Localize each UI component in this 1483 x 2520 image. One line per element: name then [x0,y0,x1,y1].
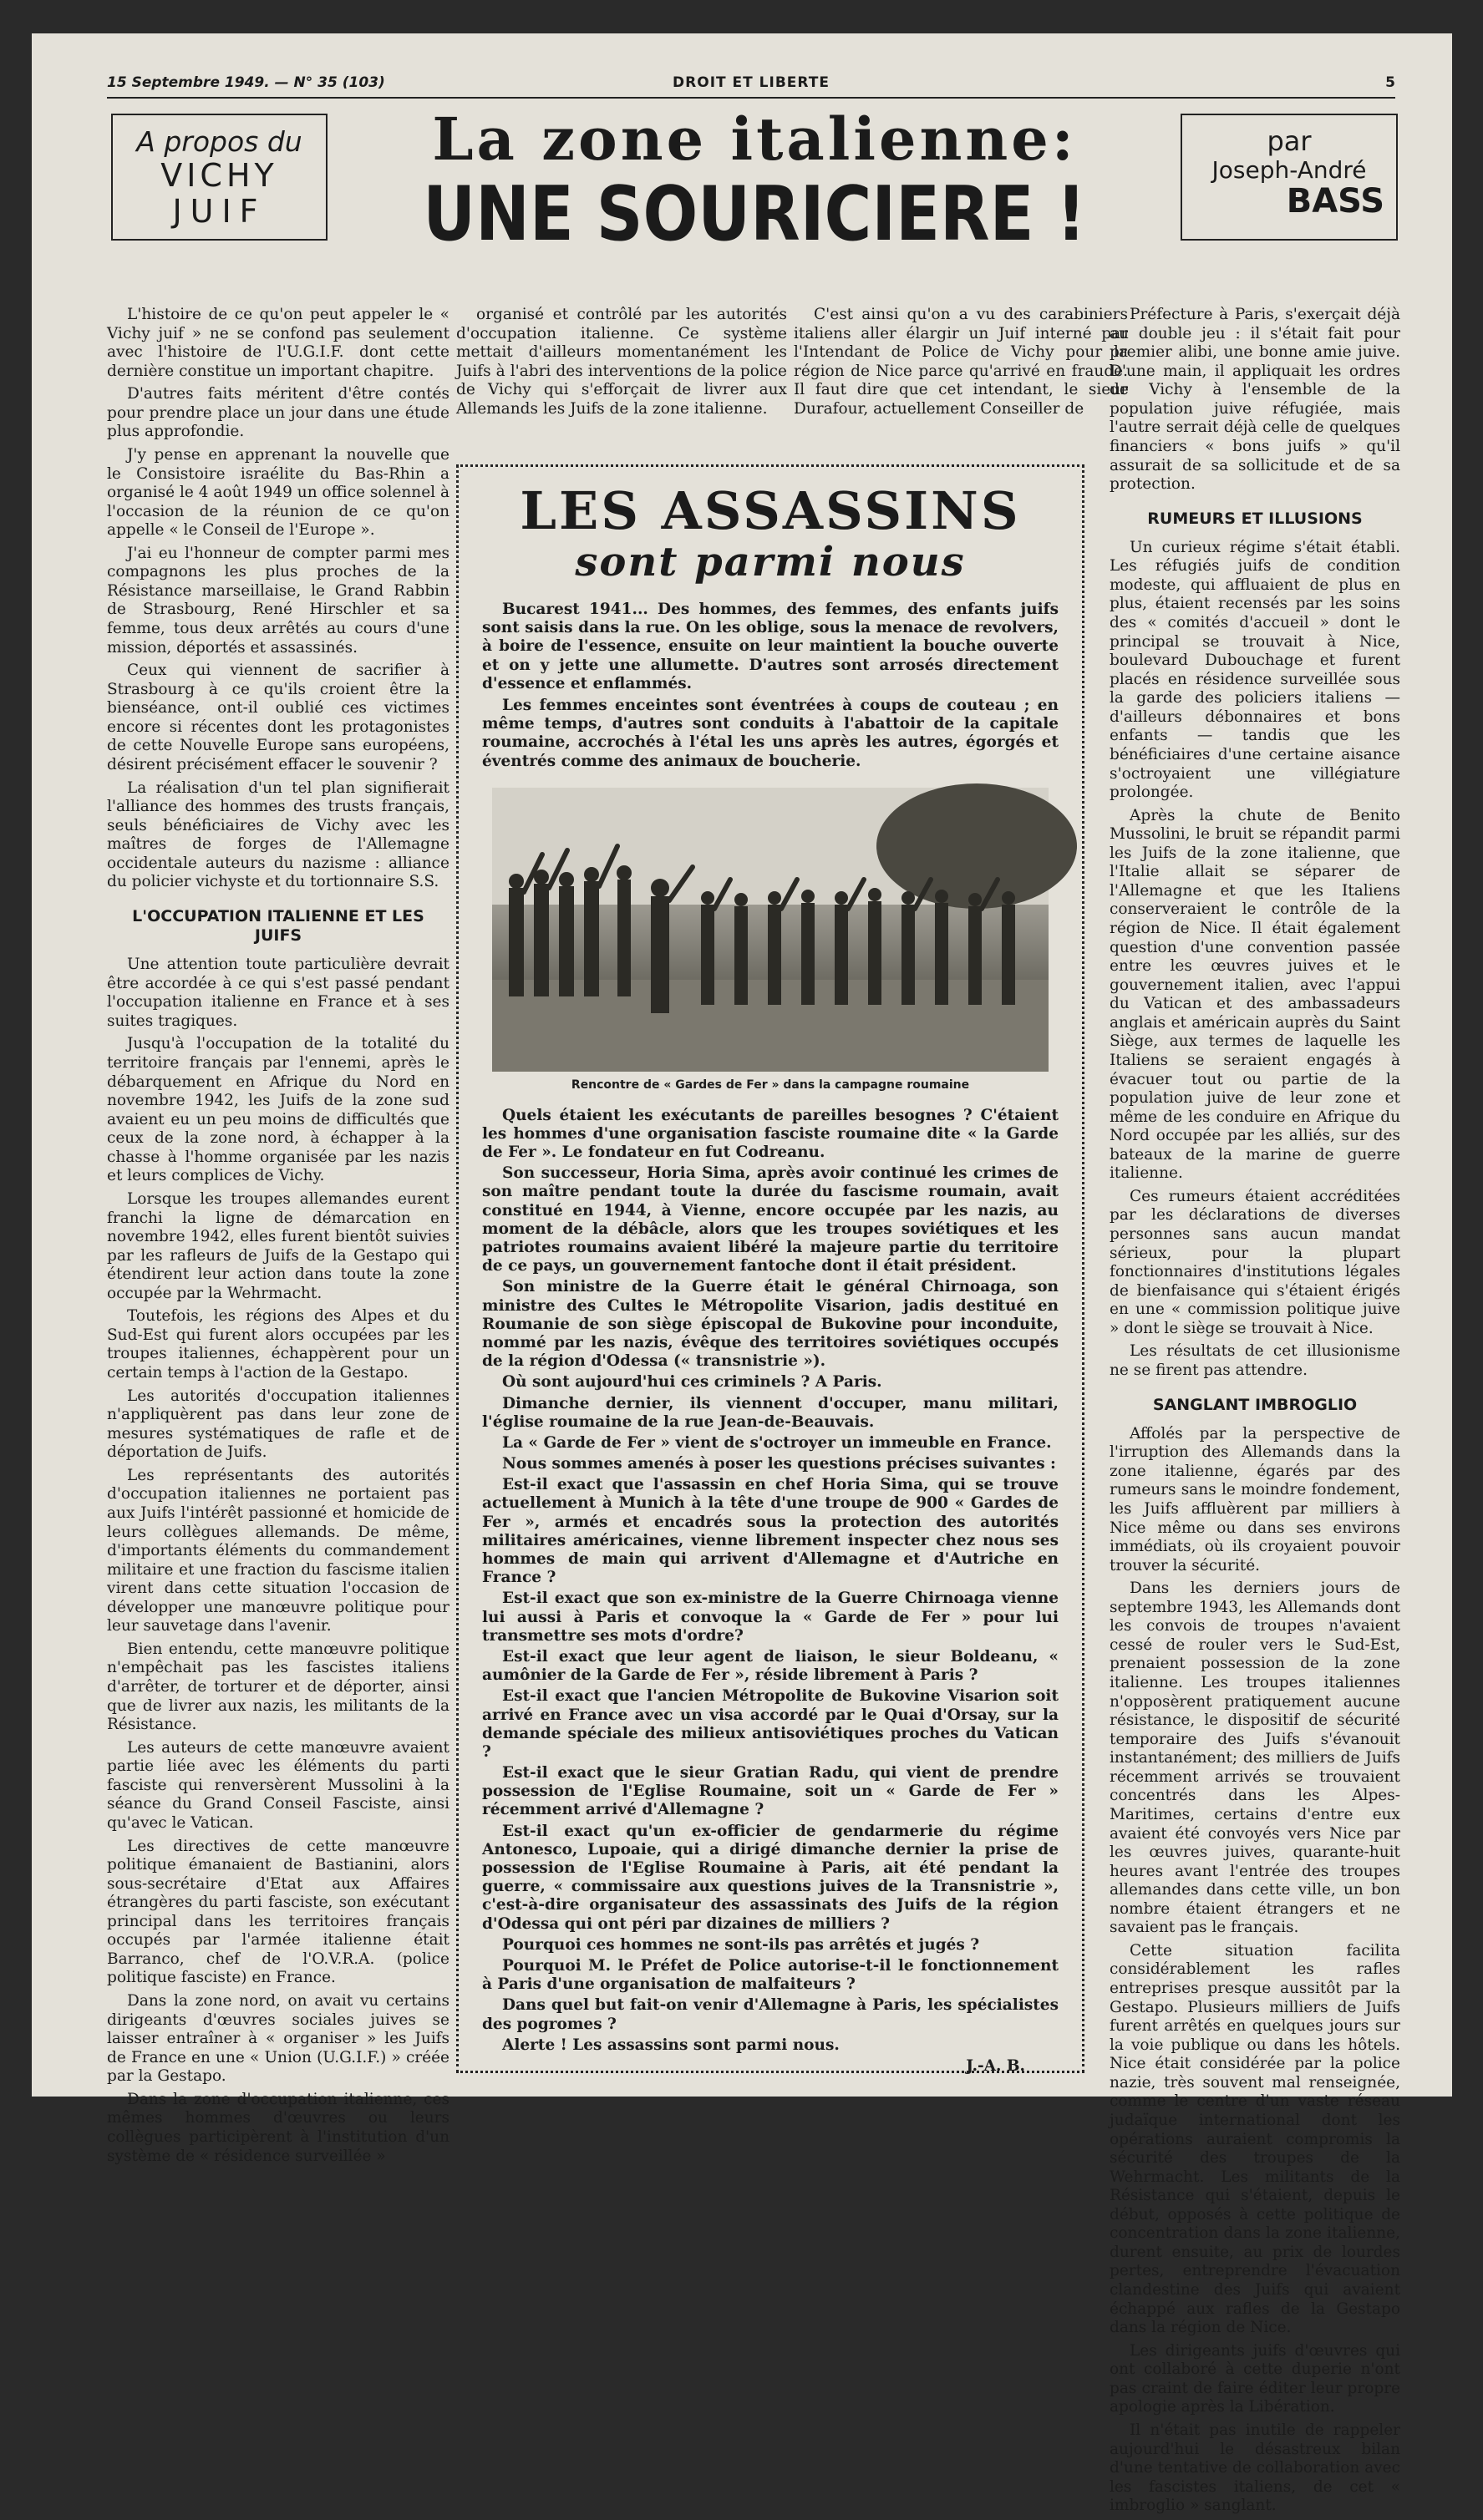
headline-main: UNE SOURICIERE ! [423,170,1086,258]
signature: J.-A. B. [966,2056,1025,2075]
photo-iron-guard [492,788,1049,1072]
paragraph: Est-il exact qu'un ex-officier de gendarmerie du régime Antonesco, Lupoaie, qui a dirigé dimanche dernier la prise de possession de l'Eglise Roumaine à Paris, ait été pendant la guerre, « commissaire aux questions juives de la Transnistrie », c'est-à-dire organisateur des assassinats des Juifs de la région d'Odessa qui ont péri par dizaines de milliers ? [482,1822,1059,1933]
subheading: RUMEURS ET ILLUSIONS [1147,509,1363,528]
issue-date: 15 Septembre 1949. — N° 35 (103) [107,74,385,91]
paragraph: La « Garde de Fer » vient de s'octroyer un immeuble en France. [502,1433,1052,1452]
paragraph: Un curieux régime s'était établi. Les réfugiés juifs de condition modeste, qui affluaient de plus en plus, étaient recensés par les soins des « comités d'accueil » dont le principal se trouvait à Nice, boulevard Dubouchage et furent placés en résidence surveillée sous la garde des policiers italiens — d'ailleurs débonnaires et bons enfants — tandis que les bénéficiaires d'une certaine aisance s'octroyaient une villégiature prolongée. [1110,538,1400,802]
paragraph: Les autorités d'occupation italiennes n'appliquèrent pas dans leur zone de mesures systématiques de rafle et de déportation de Juifs. [107,1387,449,1462]
paragraph: Les auteurs de cette manœuvre avaient partie liée avec les éléments du parti fasciste qui renversèrent Mussolini à la séance du Grand Conseil Fasciste, ainsi qu'avec le Vatican. [107,1738,449,1832]
paragraph: Cette situation facilita considérablement les rafles entreprises presque aussitôt par la Gestapo. Plusieurs milliers de Juifs furent arrêtés en quelques jours sur la voie publique ou dans les hôtels. Nice était considérée par la police nazie, très souvent mal renseignée, comme le centre d'un vaste réseau judaïque international dont les opérations auraient compromis la sécurité des troupes de la Wehrmacht. Les militants de la Résistance qui s'étaient, depuis le début, opposés à cette politique de concentration dans la zone italienne, durent ensuite, au prix de lourdes pertes, entreprendre l'évacuation clandestine des Juifs qui avaient échappé aux rafles de la Gestapo dans la région de Nice. [1110,1941,1400,2337]
paragraph: Ceux qui viennent de sacrifier à Strasbourg à ce qu'ils croient être la bienséance, ont-il oublié ces victimes encore si récentes dont les protagonistes de cette Nouvelle Europe sans européens, désirent précisément effacer le souvenir ? [107,662,449,773]
newspaper-page [32,33,1452,2515]
paragraph: Dans la zone nord, on avait vu certains dirigeants d'œuvres sociales juives se laisser entraîner à « organiser » les Juifs de France en une « Union (U.G.I.F.) » créée par la Gestapo. [107,1992,449,2086]
page-number: 5 [1385,74,1395,91]
paragraph: Est-il exact que son ex-ministre de la Guerre Chirnoaga vienne lui aussi à Paris et convoque la « Garde de Fer » pour lui transmettre ses mots d'ordre? [482,1590,1059,1645]
page-header [107,72,1395,99]
rubric-box [111,114,328,241]
paragraph: Les résultats de cet illusionisme ne se firent pas attendre. [1110,1342,1400,1379]
byline-par: par [1267,125,1312,157]
paragraph: Il n'était pas inutile de rappeler aujourd'hui le désastreux bilan d'une tentative de collaboration avec les fascistes italiens, de cet « imbroglio » sanglant. [1110,2421,1400,2515]
paragraph: Lorsque les troupes allemandes eurent franchi la ligne de démarcation en novembre 1942, elles furent bientôt suivies par les rafleurs de Juifs de la Gestapo qui étendirent leur action dans toute la zone occupée par la Wehrmacht. [107,1189,449,1302]
paragraph: Est-il exact que l'ancien Métropolite de Bukovine Visarion soit arrivé en France avec un visa accordé par le Quai d'Orsay, sur la demande spéciale des milieux antisoviétiques proches du Vatican ? [482,1687,1059,1761]
paragraph: Pourquoi M. le Préfet de Police autorise-t-il le fonctionnement à Paris d'une organisation de malfaiteurs ? [482,1956,1059,1994]
paragraph: Nous sommes amenés à poser les questions précises suivantes : [502,1455,1056,1473]
paragraph: Les dirigeants juifs d'œuvres qui ont collaboré à cette duperie n'ont pas craint de faire éditer leur propre apologie après la Libération. [1110,2341,1400,2416]
paragraph: Dans les derniers jours de septembre 1943, les Allemands dont les convois de troupes n'avaient cessé de rouler vers le Sud-Est, prenaient possession de la zone italienne. Les troupes italiennes n'opposèrent pratiquement aucune résistance, le dispositif de sécurité temporaire des Juifs s'évanouit instantanément; des milliers de Juifs récemment arrivés se trouvaient concentrés dans les Alpes-Maritimes, certains d'entre eux avaient été convoyés vers Nice par les œuvres juives, quarante-huit heures avant l'entrée des troupes allemandes dans cette ville, un bon nombre étaient étrangers et ne savaient pas le français. [1110,1579,1400,1937]
paragraph: Préfecture à Paris, s'exerçait déjà au double jeu : il s'était fait pour premier alibi, une bonne amie juive. D'une main, il appliquait les ordres de Vichy à l'ensemble de la population juive réfugiée, mais l'autre serrait déjà celle de quelques financiers « bons juifs » qu'il assurait de sa sollicitude et de sa protection. [1110,306,1400,494]
paragraph: Est-il exact que l'assassin en chef Horia Sima, qui se trouve actuellement à Munich à la tête d'une troupe de 900 « Gardes de Fer », armés et encadrés sous la protection des autorités militaires américaines, vienne librement inspecter chez nous ses hommes de main qui arrivent d'Allemagne et d'Autriche en France ? [482,1476,1059,1587]
paragraph: Bien entendu, cette manœuvre politique n'empêchait pas les fascistes italiens d'arrêter, de torturer et de déporter, ainsi que de livrer aux nazis, les militants de la Résistance. [107,1640,449,1734]
paragraph: Après la chute de Benito Mussolini, le bruit se répandit parmi les Juifs de la zone italienne, que l'Italie allait se séparer de l'Allemagne et que les Italiens conserveraient le contrôle de la région de Nice. Il était également question d'une convention passée entre les œuvres juives et le gouvernement italien, avec l'appui du Vatican et des ambassadeurs anglais et américain auprès du Saint Siège, aux termes de laquelle les Italiens se seraient engagés à évacuer tout ou partie de la population juive de leur zone et même de les conduire en Afrique du Nord occupée par les alliés, sur des bateaux de la marine de guerre italienne. [1110,806,1400,1183]
paragraph: D'autres faits méritent d'être contés pour prendre place un jour dans une étude plus approfondie. [107,385,449,441]
paragraph: Est-il exact que le sieur Gratian Radu, qui vient de prendre possession de l'Eglise Roumaine, soit un « Garde de Fer » récemment arrivé d'Allemagne ? [482,1764,1059,1819]
paragraph: Toutefois, les régions des Alpes et du Sud-Est qui furent alors occupées par les troupes italiennes, échappèrent pour un certain temps à l'action de la Gestapo. [107,1307,449,1382]
boxed-intro [482,601,1059,771]
subheading: L'OCCUPATION ITALIENNE ET LES JUIFS [132,906,424,946]
paragraph: Pourquoi ces hommes ne sont-ils pas arrêtés et jugés ? [502,1935,980,1954]
paragraph: organisé et contrôlé par les autorités d'occupation italienne. Ce système mettait d'ailleurs momentanément les Juifs à l'abri des interventions de la police de Vichy qui s'efforçait de livrer aux Allemands les Juifs de la zone italienne. [456,306,787,418]
photo-caption: Rencontre de « Gardes de Fer » dans la campagne roumaine [571,1077,970,1092]
boxed-subtitle: sont parmi nous [575,539,966,586]
paragraph: Les femmes enceintes sont éventrées à coups de couteau ; en même temps, d'autres sont conduits à l'abattoir de la capitale roumaine, accrochés à l'étal les uns après les autres, égorgés et éventrés comme des animaux de boucherie. [482,696,1059,770]
paragraph: Les directives de cette manœuvre politique émanaient de Bastianini, alors sous-secrétaire d'Etat aux Affaires étrangères du parti fasciste, son exécutant principal dans les territoires français occupés par l'armée italienne était Barranco, chef de l'O.V.R.A. (police politique fasciste) en France. [107,1837,449,1987]
byline-surname: BASS [1286,182,1384,221]
paragraph: Son successeur, Horia Sima, après avoir continué les crimes de son maître pendant toute la durée du fascisme roumain, avait constitué en 1944, à Vienne, encore occupée par les nazis, au moment de la débâcle, alors que les troupes soviétiques et les patriotes roumains avaient libéré la majeure partie du territoire de ce pays, un gouvernement fantoche dont il était président. [482,1164,1059,1275]
paragraph: J'y pense en apprenant la nouvelle que le Consistoire israélite du Bas-Rhin a organisé le 4 août 1949 un office solennel à l'occasion de la réunion de ce qu'on appelle « le Conseil de l'Europe ». [107,445,449,540]
paragraph: Affolés par la perspective de l'irruption des Allemands dans la zone italienne, égarés par des rumeurs sans le moindre fondement, les Juifs affluèrent par milliers à Nice même ou dans ses environs immédiats, où ils croyaient pouvoir trouver la sécurité. [1110,1424,1400,1574]
paragraph: Bucarest 1941... Des hommes, des femmes, des enfants juifs sont saisis dans la rue. On les oblige, sous la menace de revolvers, à boire de l'essence, ensuite on leur maintient la bouche ouverte et on y jette une allumette. D'autres sont arrosés directement d'essence et enflammés. [482,601,1059,692]
subheading: SANGLANT IMBROGLIO [1152,1395,1358,1414]
rubric-line-2: VICHY [160,156,278,194]
paragraph: La réalisation d'un tel plan signifierait l'alliance des hommes des trusts français, seuls bénéficiaires de Vichy avec les maîtres de forges de l'Allemagne occidentale auteurs du nazisme : alliance du policier vichyste et du tortionnaire S.S. [107,778,449,891]
paragraph: J'ai eu l'honneur de compter parmi mes compagnons les plus proches de la Résistance marseillaise, le Grand Rabbin de Strasbourg, René Hirschler et sa femme, tous deux arrêtés au cours d'une mission, déportés et assassinés. [107,544,449,657]
byline-name: Joseph-André [1211,155,1367,184]
column-2-top [456,306,787,423]
photo-illustration [492,788,1049,1072]
boxed-body [482,1107,1059,2076]
paragraph: Ces rumeurs étaient accréditées par les déclarations de diverses personnes sans aucun mandat sérieux, pour la plupart fonctionnaires d'institutions légales de bienfaisance qui s'étaient érigés en une « commission politique juive » dont le siège se trouvait à Nice. [1110,1187,1400,1337]
newspaper-title: DROIT ET LIBERTE [673,74,830,91]
paragraph: Est-il exact que leur agent de liaison, le sieur Boldeanu, « aumônier de la Garde de Fer », réside librement à Paris ? [482,1647,1059,1685]
rubric-line-1: A propos du [136,125,302,158]
paragraph: Dimanche dernier, ils viennent d'occuper, manu militari, l'église roumaine de la rue Jean-de-Beauvais. [482,1394,1059,1431]
column-4 [1110,306,1400,2520]
byline-box [1181,114,1398,241]
paragraph: Dans la zone d'occupation italienne, ces mêmes hommes d'œuvres ou leurs collègues participèrent à l'institution d'un système de « résidence surveillée » [107,2090,449,2165]
paragraph: Son ministre de la Guerre était le général Chirnoaga, son ministre des Cultes le Métropolite Visarion, jadis destitué en Roumanie de son siège épiscopal de Bukovine pour inconduite, nommé par les nazis, évêque des territoires soviétiques occupés de la région d'Odessa (« transnistrie »). [482,1278,1059,1371]
paragraph: C'est ainsi qu'on a vu des carabiniers italiens aller élargir un Juif interné par l'Intendant de Police de Vichy pour la région de Nice parce qu'arrivé en fraude. Il faut dire que cet intendant, le sieur Durafour, actuellement Conseiller de [794,306,1128,418]
headline-kicker: La zone italienne: [432,104,1077,174]
column-3-top [794,306,1128,423]
paragraph: Une attention toute particulière devrait être accordée à ce qui s'est passé pendant l'occupation italienne en France et à ses suites tragiques. [107,956,449,1030]
paragraph: Alerte ! Les assassins sont parmi nous. [502,2036,840,2054]
paragraph: Dans quel but fait-on venir d'Allemagne à Paris, les spécialistes des pogromes ? [482,1996,1059,2033]
boxed-title: LES ASSASSINS [520,480,1021,541]
paragraph: Jusqu'à l'occupation de la totalité du territoire français par l'ennemi, après le débarquement en Afrique du Nord en novembre 1942, les Juifs de la zone sud avaient eu un peu moins de difficultés que ceux de la zone nord, à échapper à la chasse à l'homme organisée par les nazis et leurs complices de Vichy. [107,1035,449,1185]
paragraph: Où sont aujourd'hui ces criminels ? A Paris. [502,1373,882,1392]
paragraph: Les représentants des autorités d'occupation italiennes ne portaient pas aux Juifs l'intérêt passionné et homicide de leurs collègues allemands. De même, d'importants éléments du commandement militaire et une fraction du fascisme italien virent dans cette situation l'occasion de développer une manœuvre politique pour leur sauvetage dans l'avenir. [107,1466,449,1635]
boxed-article [456,464,1084,2073]
rubric-line-3: JUIF [172,192,267,230]
paragraph: Quels étaient les exécutants de pareilles besognes ? C'étaient les hommes d'une organisation fasciste roumaine dite « la Garde de Fer ». Le fondateur en fut Codreanu. [482,1106,1059,1162]
column-1 [107,306,449,2170]
paragraph: L'histoire de ce qu'on peut appeler le « Vichy juif » ne se confond pas seulement avec l'histoire de l'U.G.I.F. dont cette dernière constitue un important chapitre. [107,306,449,380]
